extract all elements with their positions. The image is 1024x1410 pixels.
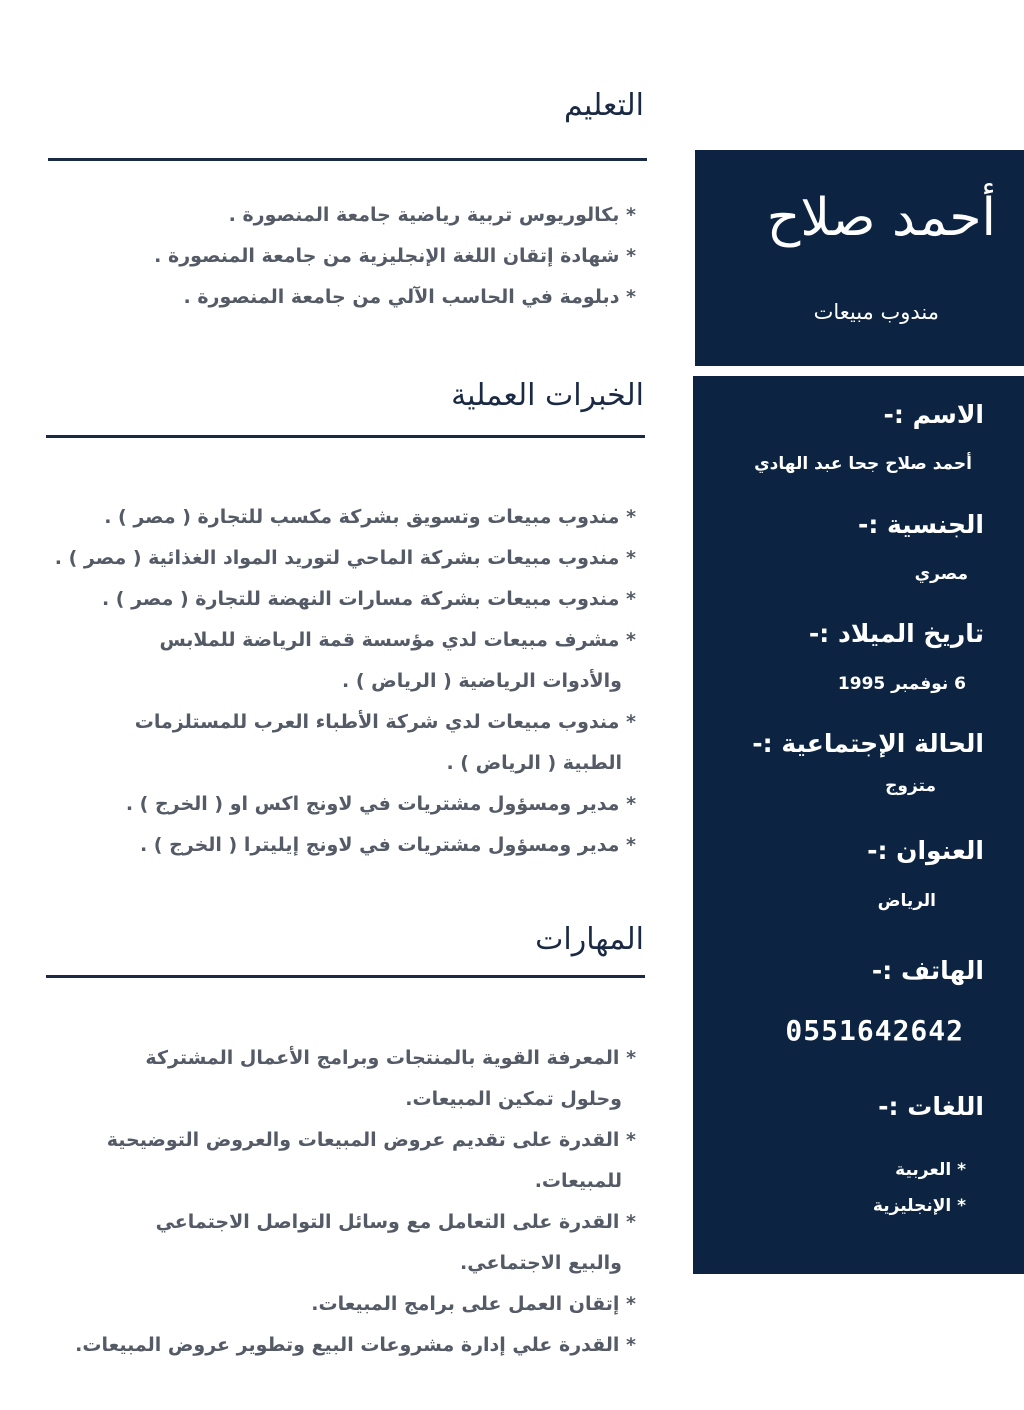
experience-item-continuation: الطبية ( الرياض ) . [446, 752, 622, 774]
education-title: التعليم [564, 88, 644, 123]
language-item: * الإنجليزية [872, 1196, 966, 1216]
name-label: الاسم :- [883, 400, 984, 429]
languages-label: اللغات :- [878, 1092, 984, 1121]
experience-item: * مندوب مبيعات بشركة مسارات النهضة للتجارة ( مصر ) . [101, 588, 636, 610]
personal-info-panel [693, 376, 1024, 1274]
name-value: أحمد صلاح جحا عبد الهادي [754, 454, 972, 474]
education-item: * بكالوريوس تربية رياضية جامعة المنصورة . [228, 204, 636, 226]
experience-item: * مندوب مبيعات بشركة الماحي لتوريد المواد الغذائية ( مصر ) . [54, 547, 636, 569]
skills-item: * إتقان العمل على برامج المبيعات. [311, 1293, 636, 1315]
skills-item: * القدرة على تقديم عروض المبيعات والعروض التوضيحية [106, 1129, 636, 1151]
experience-item: * مندوب مبيعات لدي شركة الأطباء العرب للمستلزمات [134, 711, 636, 733]
birth-date-value: 6 نوفمبر 1995 [837, 674, 966, 694]
job-title: مندوب مبيعات [813, 300, 939, 324]
skills-item: * المعرفة القوية بالمنتجات وبرامج الأعمال المشتركة [145, 1047, 636, 1069]
experience-item: * مندوب مبيعات وتسويق بشركة مكسب للتجارة ( مصر ) . [104, 506, 636, 528]
marital-status-label: الحالة الإجتماعية :- [752, 729, 984, 758]
address-value: الرياض [877, 891, 936, 911]
nationality-value: مصري [914, 564, 968, 584]
skills-item-continuation: والبيع الاجتماعي. [460, 1252, 622, 1274]
marital-status-value: متزوج [885, 776, 936, 796]
skills-title: المهارات [535, 922, 644, 957]
skills-list [16, 1038, 636, 1366]
name-header [695, 150, 1024, 366]
education-divider [48, 158, 647, 161]
nationality-label: الجنسية :- [857, 510, 984, 539]
phone-label: الهاتف :- [871, 956, 984, 985]
experience-item: * مشرف مبيعات لدي مؤسسة قمة الرياضة للملابس [159, 629, 636, 651]
education-item: * شهادة إتقان اللغة الإنجليزية من جامعة المنصورة . [154, 245, 636, 267]
birth-date-label: تاريخ الميلاد :- [808, 619, 984, 648]
skills-item: * القدرة علي إدارة مشروعات البيع وتطوير عروض المبيعات. [75, 1334, 636, 1356]
phone-value: 0551642642 [785, 1014, 964, 1047]
experience-item: * مدير ومسؤول مشتريات في لاونج اكس او ( الخرج ) . [125, 793, 636, 815]
experience-title: الخبرات العملية [451, 378, 644, 413]
person-name: أحمد صلاح [766, 188, 996, 248]
experience-divider [46, 435, 645, 438]
skills-item-continuation: للمبيعات. [534, 1170, 622, 1192]
address-label: العنوان :- [867, 836, 984, 865]
education-item: * دبلومة في الحاسب الآلي من جامعة المنصورة . [183, 286, 636, 308]
language-item: * العربية [895, 1160, 966, 1180]
experience-item: * مدير ومسؤول مشتريات في لاونج إيليترا ( الخرج ) . [139, 834, 636, 856]
skills-item: * القدرة على التعامل مع وسائل التواصل الاجتماعي [155, 1211, 636, 1233]
experience-list [16, 497, 636, 866]
skills-item-continuation: وحلول تمكين المبيعات. [405, 1088, 622, 1110]
education-list [16, 195, 636, 318]
experience-item-continuation: والأدوات الرياضية ( الرياض ) . [342, 670, 622, 692]
skills-divider [46, 975, 645, 978]
